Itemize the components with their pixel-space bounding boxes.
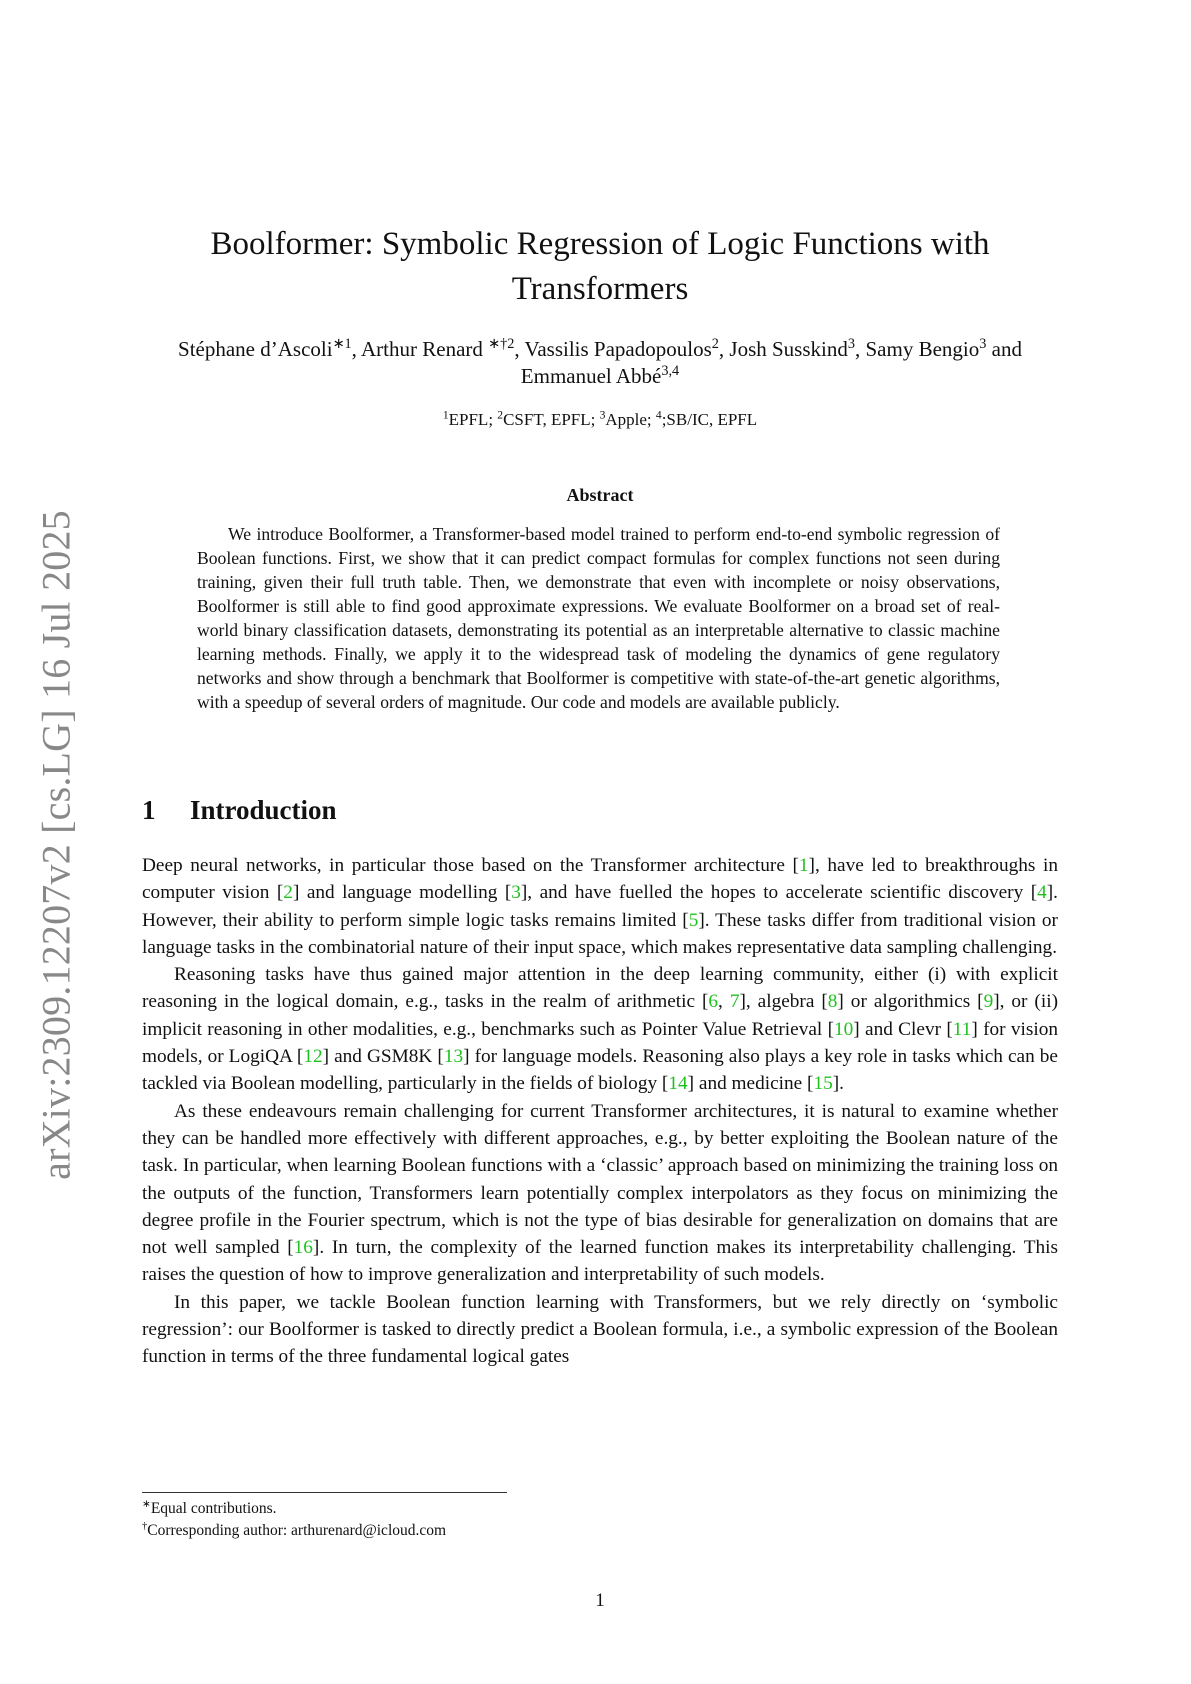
citation-link[interactable]: 5 [688, 909, 699, 931]
citation-link[interactable]: 6 [708, 991, 719, 1013]
author-separator: , [718, 337, 730, 361]
paragraph-text: Reasoning tasks have thus gained major attention in the deep learning community, either (i) with explicit reasoning in the logical domain, e.g., tasks in the realm of arithmetic [ [142, 964, 1058, 1013]
citation-link[interactable]: 3 [511, 882, 521, 904]
section-title: Introduction [190, 795, 337, 825]
abstract-text: We introduce Boolformer, a Transformer-based model trained to perform end-to-end symbolic regression of Boolean functions. First, we show that it can predict compact formulas for complex functions not seen during training, given their full truth table. Then, we demonstrate that even with incomplete or noisy observations, Boolformer is still able to find good approximate expressions. We evaluate Boolformer on a broad set of real-world binary classification datasets, demonstrating its potential as an interpretable alternative to classic machine learning methods. Finally, we apply it to the widespread task of modeling the dynamics of gene regulatory networks and show through a benchmark that Boolformer is competitive with state-of-the-art genetic algorithms, with a speedup of several orders of magnitude. Our code and models are available publicly. [197, 524, 1000, 712]
author-separator: , [514, 337, 525, 361]
footnote-text: Equal contributions. [150, 1500, 277, 1517]
citation-link[interactable]: 11 [952, 1018, 972, 1040]
paragraph-text: As these endeavours remain challenging for current Transformer architectures, it is natural to examine whether they can be handled more effectively with different approaches, e.g., by better exploiting the Boolean nature of the task. In particular, when learning Boolean functions with a ‘classic’ approach based on minimizing the training loss on the outputs of the function, Transformers learn potentially complex interpolators as they focus on minimizing the degree profile in the Fourier spectrum, which is not the type of bias desirable for generalization on domains that are not well sampled [ [142, 1100, 1058, 1259]
author-affiliation-mark: 3,4 [661, 363, 680, 379]
footnotes [142, 1498, 942, 1542]
affiliation-name: Apple; [605, 410, 656, 429]
paragraph-text: ]. However, their ability to perform simple logic tasks remains limited [ [142, 882, 1059, 931]
introduction-body [142, 852, 1058, 1371]
paragraph-text: ]. [832, 1073, 844, 1095]
citation-link[interactable]: 1 [798, 855, 809, 876]
citation-link[interactable]: 12 [303, 1046, 323, 1068]
affiliation-mark: 3 [599, 408, 606, 422]
author-separator: , [351, 337, 362, 361]
paragraph-text: ] and GSM8K [ [322, 1046, 444, 1068]
author-affiliation-mark: 2 [711, 336, 719, 352]
affiliation-name: ;SB/IC, EPFL [661, 410, 758, 429]
author-list [145, 336, 1055, 390]
author-name: Stéphane d’Ascoli [178, 337, 333, 361]
author-affiliation-mark: ∗†2 [488, 336, 515, 352]
citation-link[interactable]: 14 [668, 1073, 688, 1095]
affiliation-mark: 4 [655, 408, 662, 422]
affiliation-mark: 1 [442, 408, 449, 422]
author-affiliation-mark: 3 [847, 336, 855, 352]
paragraph-text: ] or algorithmics [ [837, 991, 984, 1013]
affiliation-list [200, 410, 1000, 430]
author-name: Vassilis Papadopoulos [524, 337, 712, 361]
section-heading [142, 795, 337, 826]
paragraph-text: ], have led to breakthroughs in computer vision [ [142, 855, 1058, 904]
citation-link[interactable]: 7 [729, 991, 740, 1013]
citation-link[interactable]: 15 [813, 1073, 833, 1095]
footnote-mark: ∗ [142, 1498, 151, 1510]
intro-paragraph [142, 961, 1058, 1097]
footnote-text: Corresponding author: arthurenard@icloud.com [147, 1522, 447, 1539]
footnote [142, 1520, 942, 1542]
author-name: Josh Susskind [729, 337, 848, 361]
paragraph-text: ], algebra [ [739, 991, 828, 1013]
paragraph-text: ]. In turn, the complexity of the learned function makes its interpretability challenging. This raises the question of how to improve generalization and interpretability of such models. [142, 1237, 1058, 1286]
paragraph-text: ] and Clevr [ [853, 1018, 953, 1040]
intro-paragraph [142, 1289, 1058, 1371]
author-name: Arthur Renard [361, 337, 489, 361]
paper-title: Boolformer: Symbolic Regression of Logic Functions with Transformers [210, 226, 990, 307]
author-separator: and [986, 337, 1022, 361]
abstract-heading: Abstract [566, 485, 634, 505]
citation-link[interactable]: 13 [443, 1046, 464, 1068]
affiliation-mark: 2 [497, 408, 504, 422]
author-affiliation-mark: 3 [979, 336, 987, 352]
footnote [142, 1498, 942, 1520]
intro-paragraph [142, 852, 1058, 961]
paragraph-text: In this paper, we tackle Boolean function learning with Transformers, but we rely directly on ‘symbolic regression’: our Boolformer is tasked to directly predict a Boolean formula, i.e., a symbolic expression of the Boolean function in terms of the three fundamental logical gates [142, 1291, 1058, 1368]
citation-link[interactable]: 9 [983, 991, 994, 1013]
paragraph-text: Deep neural networks, in particular those based on the Transformer architecture [ [142, 855, 799, 876]
citation-link[interactable]: 16 [293, 1237, 313, 1259]
affiliation-name: EPFL; [448, 410, 498, 429]
author-name: Emmanuel Abbé [520, 364, 662, 388]
paragraph-text: ] and language modelling [ [292, 882, 512, 904]
citation-link[interactable]: 8 [827, 991, 838, 1013]
author-separator: , [855, 337, 866, 361]
paragraph-text: ] and medicine [ [687, 1073, 814, 1095]
page-number: 1 [595, 1590, 605, 1611]
citation-link[interactable]: 4 [1037, 882, 1047, 904]
footnote-divider [142, 1492, 507, 1493]
paragraph-text: ] for vision models, or LogiQA [ [142, 1018, 1059, 1068]
author-affiliation-mark: ∗1 [332, 336, 352, 352]
paragraph-text: ] for language models. Reasoning also plays a key role in tasks which can be tackled via Boolean modelling, particularly in the fields of biology [ [142, 1046, 1058, 1095]
author-name: Samy Bengio [865, 337, 980, 361]
paragraph-text: ]. These tasks differ from traditional vision or language tasks in the combinatorial nature of their input space, which makes representative data sampling challenging. [142, 909, 1058, 958]
footnote-mark: † [142, 1520, 148, 1532]
paragraph-text: ], or (ii) implicit reasoning in other modalities, e.g., benchmarks such as Pointer Value Retrieval [ [142, 991, 1058, 1040]
affiliation-name: CSFT, EPFL; [503, 410, 600, 429]
intro-paragraph [142, 1098, 1058, 1289]
paragraph-text: , [718, 991, 730, 1013]
paragraph-text: ], and have fuelled the hopes to accelerate scientific discovery [ [520, 882, 1038, 904]
citation-link[interactable]: 2 [283, 882, 293, 904]
citation-link[interactable]: 10 [834, 1018, 854, 1040]
arxiv-identifier-stamp: arXiv:2309.12207v2 [cs.LG] 16 Jul 2025 [33, 510, 79, 1180]
section-number: 1 [142, 795, 156, 825]
